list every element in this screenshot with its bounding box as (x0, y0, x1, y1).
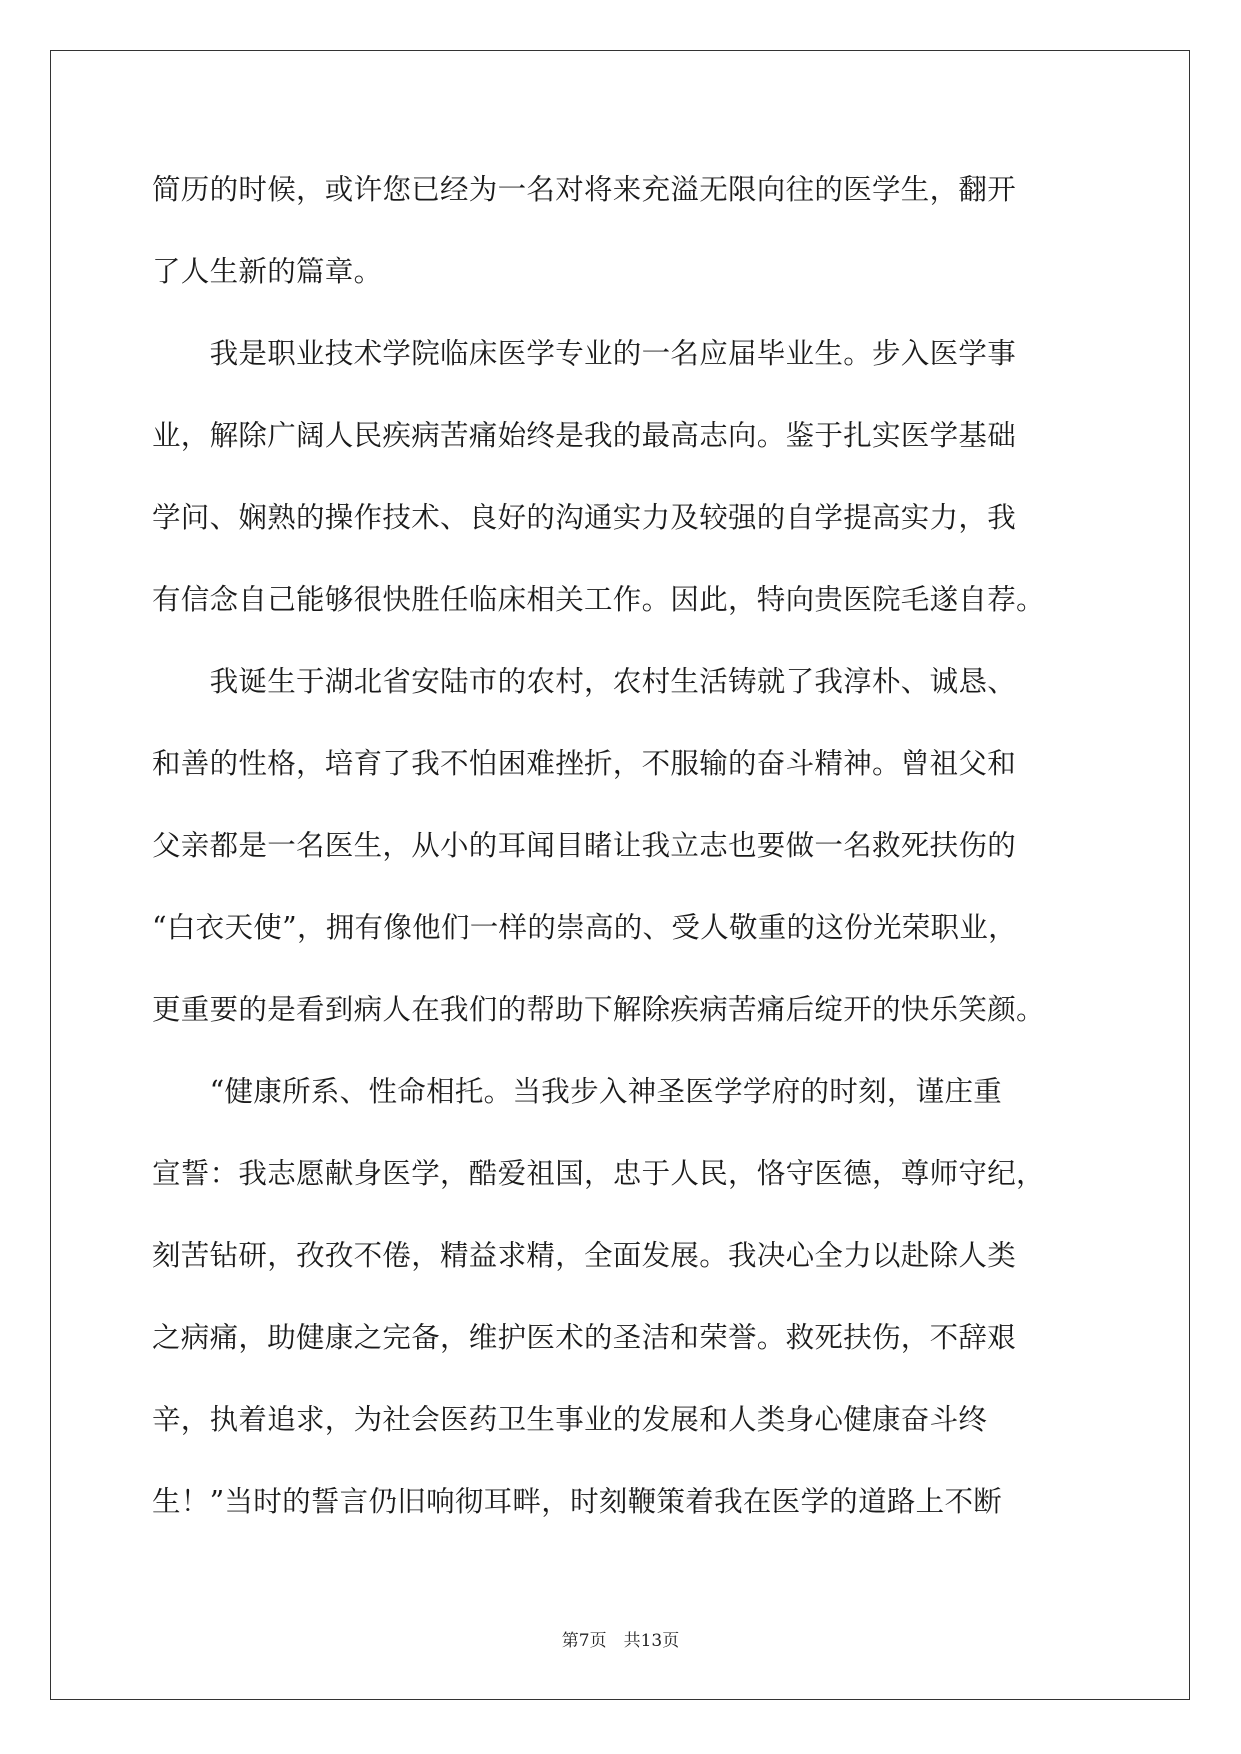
document-body (152, 162, 1092, 1556)
text-line: 宣誓：我志愿献身医学，酷爱祖国，忠于人民，恪守医德，尊师守纪， (152, 1157, 1045, 1190)
text-line: 父亲都是一名医生，从小的耳闻目睹让我立志也要做一名救死扶伤的 (152, 829, 1017, 862)
text-line: 之病痛，助健康之完备，维护医术的圣洁和荣誉。救死扶伤，不辞艰 (152, 1321, 1017, 1354)
text-line: 辛，执着追求，为社会医药卫生事业的发展和人类身心健康奋斗终 (152, 1403, 988, 1436)
text-line: 有信念自己能够很快胜任临床相关工作。因此，特向贵医院毛遂自荐。 (152, 583, 1045, 616)
page-footer (0, 1626, 1241, 1651)
text-line: 我是职业技术学院临床医学专业的一名应届毕业生。步入医学事 (152, 337, 1017, 370)
text-line: 简历的时候，或许您已经为一名对将来充溢无限向往的医学生，翻开 (152, 173, 1017, 206)
text-line: 和善的性格，培育了我不怕困难挫折，不服输的奋斗精神。曾祖父和 (152, 747, 1017, 780)
text-line: 更重要的是看到病人在我们的帮助下解除疾病苦痛后绽开的快乐笑颜。 (152, 993, 1045, 1026)
text-line: 学问、娴熟的操作技术、良好的沟通实力及较强的自学提高实力，我 (152, 501, 1017, 534)
text-line: 业，解除广阔人民疾病苦痛始终是我的最高志向。鉴于扎实医学基础 (152, 419, 1017, 452)
text-line: “健康所系、性命相托。当我步入神圣医学学府的时刻，谨庄重 (152, 1075, 1003, 1108)
page-number: 第7页 共13页 (561, 1631, 680, 1651)
text-line: 我诞生于湖北省安陆市的农村，农村生活铸就了我淳朴、诚恳、 (152, 665, 1017, 698)
text-line: 刻苦钻研，孜孜不倦，精益求精，全面发展。我决心全力以赴除人类 (152, 1239, 1017, 1272)
text-line: 了人生新的篇章。 (152, 255, 383, 288)
text-line: 生！”当时的誓言仍旧响彻耳畔，时刻鞭策着我在医学的道路上不断 (152, 1485, 1003, 1518)
text-line: “白衣天使”，拥有像他们一样的崇高的、受人敬重的这份光荣职业， (152, 911, 1017, 944)
